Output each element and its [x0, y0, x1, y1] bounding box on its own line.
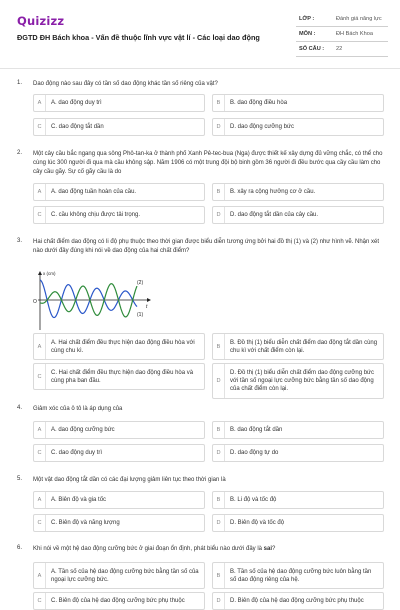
x-axis-label: t — [146, 304, 148, 310]
meta-row-count — [296, 42, 388, 57]
displacement-axis-arrow — [38, 271, 42, 275]
meta-key: MÔN : — [299, 31, 316, 37]
option-letter: B — [213, 563, 225, 588]
option-text: A. Tần số của hệ dao động cưỡng bức bằng tần số của ngoại lực cưỡng bức. — [51, 568, 199, 583]
option-letter: B — [213, 95, 225, 111]
quizizz-logo: Quizizz — [17, 14, 65, 28]
answer-option-3c[interactable] — [33, 363, 205, 390]
answer-option-3d[interactable] — [212, 363, 384, 399]
worksheet-title: ĐGTD ĐH Bách khoa - Vấn đề thuộc lĩnh vực vật lí - Các loại dao động — [17, 33, 260, 42]
option-letter: A — [34, 492, 46, 508]
option-letter: A — [34, 422, 46, 438]
answer-option-1d[interactable] — [212, 118, 384, 136]
option-text: C. Hai chất điểm đều thực hiện dao động điều hòa và cùng pha ban đầu. — [51, 369, 194, 384]
option-text: A. dao động tuần hoàn của cầu. — [51, 189, 137, 195]
meta-key: LỚP : — [299, 16, 315, 22]
answer-option-1a[interactable] — [33, 94, 205, 112]
option-text: B. Tần số của hệ dao động cưỡng bức luôn bằng tần số dao động riêng của hệ. — [230, 568, 372, 583]
answer-option-4d[interactable] — [212, 444, 384, 462]
answer-option-5a[interactable] — [33, 491, 205, 509]
option-text: B. xảy ra cộng hưởng cơ ở cầu. — [230, 189, 316, 195]
question-text: Một cây cầu bắc ngang qua sông Phô-tan-ka ở thành phố Xanh Pê-tec-bua (Nga) được thiết kế xây dựng đủ vững chắc, có thể cho cùng lúc 300 người đi qua mà cầu không sập. Năm 1906 có một trung đội bộ binh gồm 36 người đi đều bước qua cầy cầu làm cho cây cầu gãy. Sự cố gãy cầu là do — [33, 151, 383, 175]
option-text: D. dao động tắt dần của cây cầu. — [230, 212, 319, 218]
option-text: D. Đồ thị (1) biểu diễn chất điểm dao động cưỡng bức với tần số ngoại lực cưỡng bức bằng tần số dao động của chất điểm còn lại. — [230, 370, 375, 392]
option-text: A. dao động duy trì — [51, 100, 102, 106]
answer-option-2c[interactable] — [33, 206, 205, 224]
answer-option-3a[interactable] — [33, 333, 205, 360]
option-text: D. Biên độ của hệ dao động cưỡng bức phụ thuộc — [230, 598, 364, 604]
option-letter: D — [213, 364, 225, 398]
curve-2-label: (2) — [137, 280, 144, 286]
option-letter: D — [213, 515, 225, 531]
question-number: 5. — [17, 476, 23, 482]
answer-option-3b[interactable] — [212, 333, 384, 360]
option-letter: C — [34, 364, 46, 389]
question-number: 3. — [17, 238, 23, 244]
option-letter: D — [213, 119, 225, 135]
question-number: 2. — [17, 150, 23, 156]
option-letter: D — [213, 445, 225, 461]
option-letter: C — [34, 119, 46, 135]
worksheet-meta — [296, 12, 388, 57]
meta-value: Đánh giá năng lực — [336, 16, 382, 22]
option-letter: D — [213, 593, 225, 609]
option-letter: A — [34, 334, 46, 359]
option-text: C. Biên độ và năng lượng — [51, 520, 120, 526]
oscillation-graph — [33, 270, 153, 334]
option-letter: A — [34, 95, 46, 111]
option-letter: B — [213, 422, 225, 438]
answer-option-4c[interactable] — [33, 444, 205, 462]
question-number: 4. — [17, 405, 23, 411]
option-letter: B — [213, 184, 225, 200]
question-number: 6. — [17, 545, 23, 551]
meta-row-subject — [296, 27, 388, 42]
option-text: B. dao động điều hòa — [230, 100, 288, 106]
option-letter: C — [34, 207, 46, 223]
answer-option-2b[interactable] — [212, 183, 384, 201]
option-text: C. dao động duy trì — [51, 450, 103, 456]
option-text: B. dao động tắt dần — [230, 427, 283, 433]
curve-1-label: (1) — [137, 312, 144, 318]
option-text: D. dao động cưỡng bức — [230, 124, 295, 130]
question-text-main: Khi nói về một hệ dao động cưỡng bức ở giai đoạn ổn định, phát biểu nào dưới đây là — [33, 546, 264, 552]
answer-option-5b[interactable] — [212, 491, 384, 509]
meta-value: ĐH Bách Khoa — [336, 31, 374, 37]
option-text: C. Biên độ của hệ dao động cưỡng bức phụ thuộc — [51, 598, 185, 604]
answer-option-1b[interactable] — [212, 94, 384, 112]
option-letter: B — [213, 334, 225, 359]
answer-option-2a[interactable] — [33, 183, 205, 201]
option-text: B. Đồ thị (1) biểu diễn chất điểm dao động tắt dần cùng chu kì với chất điểm còn lại. — [230, 339, 378, 354]
question-text: Giảm xóc của ô tô là áp dụng của — [33, 406, 123, 412]
answer-option-6a[interactable] — [33, 562, 205, 589]
origin-label: O — [33, 299, 37, 305]
option-letter: D — [213, 207, 225, 223]
option-text: A. dao động cưỡng bức — [51, 427, 115, 433]
header-divider — [0, 68, 400, 69]
answer-option-5d[interactable] — [212, 514, 384, 532]
option-letter: A — [34, 184, 46, 200]
answer-option-6c[interactable] — [33, 592, 205, 610]
option-text: C. dao động tắt dần — [51, 124, 104, 130]
option-letter: A — [34, 563, 46, 588]
option-text: C. cầu không chịu được tải trọng. — [51, 212, 140, 218]
question-emphasis: sai — [263, 546, 273, 552]
answer-option-5c[interactable] — [33, 514, 205, 532]
option-letter: C — [34, 445, 46, 461]
option-letter: C — [34, 593, 46, 609]
answer-option-4a[interactable] — [33, 421, 205, 439]
option-text: A. Hai chất điểm đều thực hiện dao động điều hòa với cùng chu kì. — [51, 339, 195, 354]
y-axis-label: x (cm) — [43, 271, 56, 276]
question-number: 1. — [17, 80, 23, 86]
answer-option-6d[interactable] — [212, 592, 384, 610]
option-letter: C — [34, 515, 46, 531]
worksheet-header — [0, 0, 400, 62]
oscillation-graph-svg — [33, 270, 153, 334]
question-text: Một vật dao động tắt dần có các đại lượng giảm liên tục theo thời gian là — [33, 477, 226, 483]
answer-option-4b[interactable] — [212, 421, 384, 439]
answer-option-6b[interactable] — [212, 562, 384, 589]
question-text: Hai chất điểm dao động có li độ phụ thuộc theo thời gian được biểu diễn tương ứng bởi hai đồ thị (1) và (2) như hình vẽ. Nhận xét nào dưới đây đúng khi nói về dao động của hai chất điểm? — [33, 239, 380, 254]
time-axis-arrow — [147, 298, 151, 302]
answer-option-2d[interactable] — [212, 206, 384, 224]
question-text — [33, 545, 383, 554]
option-text: D. Biên độ và tốc độ — [230, 520, 285, 526]
option-letter: B — [213, 492, 225, 508]
option-text: A. Biên độ và gia tốc — [51, 497, 107, 503]
meta-value: 22 — [336, 46, 343, 52]
question-text: Dao động nào sau đây có tần số dao động khác tần số riêng của vật? — [33, 81, 218, 87]
meta-key: SỐ CÂU : — [299, 46, 325, 52]
option-text: D. dao động tự do — [230, 450, 279, 456]
answer-option-1c[interactable] — [33, 118, 205, 136]
option-text: B. Li độ và tốc độ — [230, 497, 277, 503]
meta-row-class — [296, 12, 388, 27]
question-text-end: ? — [272, 546, 276, 552]
